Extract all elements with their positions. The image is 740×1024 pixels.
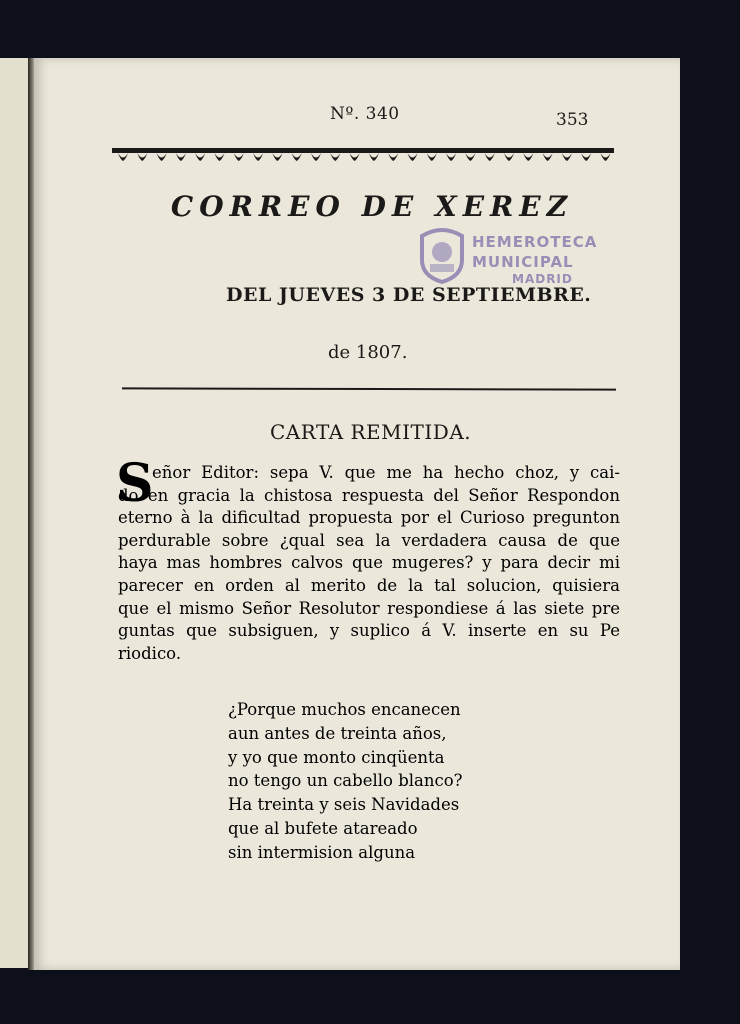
coat-of-arms-icon	[416, 226, 468, 284]
verse-block	[228, 698, 463, 865]
verse-line: aun antes de treinta años,	[228, 723, 447, 743]
stamp-line-3: MADRID	[512, 272, 573, 286]
letter-line: eñor Editor: sepa V. que me ha hecho choz, y cai-	[152, 463, 620, 482]
letter-line: do en gracia la chistosa respuesta del Señor Respondon	[118, 485, 620, 505]
verse-line: sin intermision alguna	[228, 842, 416, 862]
letter-line: perdurable sobre ¿qual sea la verdadera causa de que	[118, 530, 620, 550]
verse-line: que al bufete atareado	[228, 818, 418, 838]
verse-line: Ha treinta y seis Navidades	[228, 795, 460, 815]
letter-line: haya mas hombres calvos que mugeres? y para decir mi	[118, 553, 620, 573]
letter-line: guntas que subsiguen, y suplico á V. inserte en su Pe	[118, 621, 620, 641]
masthead-title: CORREO DE XEREZ	[170, 190, 574, 223]
horizontal-rule	[122, 387, 616, 390]
stamp-line-2: MUNICIPAL	[472, 253, 574, 271]
page-number: 353	[556, 110, 589, 130]
issue-number: Nº. 340	[330, 104, 400, 124]
verse-line: no tengo un cabello blanco?	[228, 771, 463, 791]
letter-line: parecer en orden al merito de la tal solucion, quisiera	[118, 575, 620, 595]
verse-line: ¿Porque muchos encanecen	[228, 700, 461, 719]
ornamental-border-icon	[112, 146, 614, 164]
verse-line: y yo que monto cinqüenta	[228, 747, 445, 767]
letter-body	[118, 462, 620, 665]
dateline: DEL JUEVES 3 DE SEPTIEMBRE.	[226, 284, 592, 306]
stamp-line-1: HEMEROTECA	[472, 233, 598, 251]
letter-line: eterno à la dificultad propuesta por el Curioso pregunton	[118, 508, 620, 528]
year-line: de 1807.	[328, 342, 408, 363]
drop-cap: S	[116, 453, 154, 514]
letter-line: riodico.	[118, 643, 182, 663]
section-title: CARTA REMITIDA.	[270, 420, 472, 444]
letter-line: que el mismo Señor Resolutor respondiese á las siete pre	[118, 598, 620, 618]
